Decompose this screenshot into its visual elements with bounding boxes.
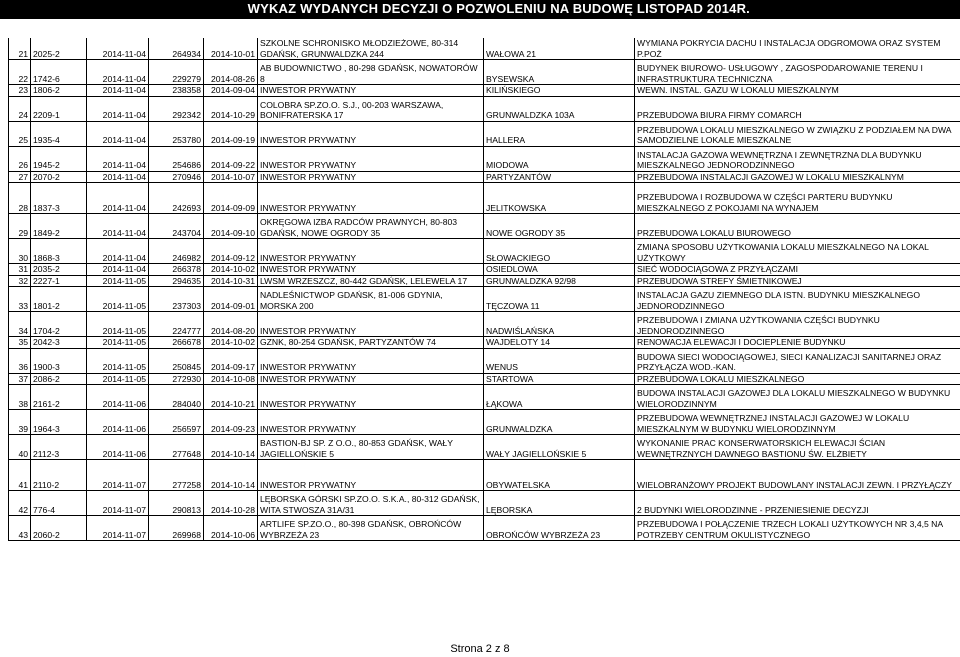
cell-case-number: 2060-2 (31, 516, 87, 541)
cell-address: OSIEDLOWA (484, 264, 635, 276)
table-row (9, 38, 960, 60)
cell-case-number: 1742-6 (31, 60, 87, 85)
cell-application-date: 2014-10-08 (204, 373, 258, 385)
cell-decision-number: 277258 (149, 460, 204, 491)
cell-application-date: 2014-10-07 (204, 171, 258, 183)
cell-address: WENUS (484, 348, 635, 373)
cell-application-date: 2014-10-06 (204, 516, 258, 541)
cell-application-date: 2014-09-04 (204, 85, 258, 97)
table-row (9, 96, 960, 121)
cell-investor: INWESTOR PRYWATNY (258, 85, 484, 97)
cell-decision-number: 224777 (149, 312, 204, 337)
cell-decision-number: 272930 (149, 373, 204, 385)
cell-issue-date: 2014-11-04 (87, 183, 149, 214)
cell-description: SIEĆ WODOCIĄGOWA Z PRZYŁĄCZAMI (635, 264, 960, 276)
table-row (9, 435, 960, 460)
cell-investor: INWESTOR PRYWATNY (258, 373, 484, 385)
cell-decision-number: 270946 (149, 171, 204, 183)
page-number: Strona 2 z 8 (450, 643, 510, 655)
cell-lp: 24 (9, 96, 31, 121)
cell-issue-date: 2014-11-06 (87, 410, 149, 435)
cell-decision-number: 242693 (149, 183, 204, 214)
cell-description: PRZEBUDOWA LOKALU BIUROWEGO (635, 214, 960, 239)
cell-decision-number: 243704 (149, 214, 204, 239)
cell-investor: INWESTOR PRYWATNY (258, 264, 484, 276)
cell-issue-date: 2014-11-04 (87, 121, 149, 146)
cell-case-number: 2227-1 (31, 275, 87, 287)
cell-address: HALLERA (484, 121, 635, 146)
table-row (9, 60, 960, 85)
cell-lp: 25 (9, 121, 31, 146)
cell-issue-date: 2014-11-04 (87, 239, 149, 264)
cell-application-date: 2014-09-10 (204, 214, 258, 239)
table-body (9, 38, 960, 541)
cell-application-date: 2014-09-17 (204, 348, 258, 373)
cell-decision-number: 290813 (149, 491, 204, 516)
cell-decision-number: 238358 (149, 85, 204, 97)
table-row (9, 287, 960, 312)
cell-lp: 38 (9, 385, 31, 410)
cell-application-date: 2014-09-19 (204, 121, 258, 146)
cell-address: WAŁY JAGIELLOŃSKIE 5 (484, 435, 635, 460)
cell-case-number: 2161-2 (31, 385, 87, 410)
cell-lp: 23 (9, 85, 31, 97)
cell-case-number: 2112-3 (31, 435, 87, 460)
cell-description: PRZEBUDOWA LOKALU MIESZKALNEGO (635, 373, 960, 385)
cell-application-date: 2014-08-26 (204, 60, 258, 85)
cell-application-date: 2014-10-28 (204, 491, 258, 516)
cell-application-date: 2014-09-12 (204, 239, 258, 264)
table-row (9, 337, 960, 349)
cell-lp: 42 (9, 491, 31, 516)
cell-decision-number: 254686 (149, 146, 204, 171)
cell-case-number: 1849-2 (31, 214, 87, 239)
cell-issue-date: 2014-11-04 (87, 214, 149, 239)
cell-case-number: 776-4 (31, 491, 87, 516)
cell-issue-date: 2014-11-05 (87, 275, 149, 287)
table-row (9, 385, 960, 410)
cell-description: WYKONANIE PRAC KONSERWATORSKICH ELEWACJI ŚCIAN WEWNĘTRZNYCH DAWNEGO BASTIONU ŚW. ELŻBIETY (635, 435, 960, 460)
cell-application-date: 2014-08-20 (204, 312, 258, 337)
cell-lp: 35 (9, 337, 31, 349)
cell-investor: INWESTOR PRYWATNY (258, 239, 484, 264)
cell-case-number: 2110-2 (31, 460, 87, 491)
cell-address: NOWE OGRODY 35 (484, 214, 635, 239)
cell-investor: INWESTOR PRYWATNY (258, 183, 484, 214)
cell-description: ZMIANA SPOSOBU UŻYTKOWANIA LOKALU MIESZKALNEGO NA LOKAL UŻYTKOWY (635, 239, 960, 264)
cell-investor: INWESTOR PRYWATNY (258, 410, 484, 435)
cell-investor: INWESTOR PRYWATNY (258, 171, 484, 183)
cell-address: STARTOWA (484, 373, 635, 385)
cell-application-date: 2014-10-21 (204, 385, 258, 410)
cell-case-number: 1806-2 (31, 85, 87, 97)
cell-description: PRZEBUDOWA I ZMIANA UŻYTKOWANIA CZĘŚCI BUDYNKU JEDNORODZINNEGO (635, 312, 960, 337)
cell-investor: SZKOLNE SCHRONISKO MŁODZIEŻOWE, 80-314 GDAŃSK, GRUNWALDZKA 244 (258, 38, 484, 60)
cell-decision-number: 277648 (149, 435, 204, 460)
cell-address: SŁOWACKIEGO (484, 239, 635, 264)
cell-address: GRUNWALDZKA 103A (484, 96, 635, 121)
table-row (9, 410, 960, 435)
cell-issue-date: 2014-11-04 (87, 264, 149, 276)
cell-application-date: 2014-10-01 (204, 38, 258, 60)
cell-application-date: 2014-10-02 (204, 337, 258, 349)
cell-lp: 39 (9, 410, 31, 435)
cell-decision-number: 256597 (149, 410, 204, 435)
cell-issue-date: 2014-11-04 (87, 60, 149, 85)
cell-lp: 22 (9, 60, 31, 85)
cell-description: PRZEBUDOWA I ROZBUDOWA W CZĘŚCI PARTERU BUDYNKU MIESZKALNEGO Z POKOJAMI NA WYNAJEM (635, 183, 960, 214)
cell-lp: 32 (9, 275, 31, 287)
cell-application-date: 2014-10-29 (204, 96, 258, 121)
cell-description: PRZEBUDOWA WEWNĘTRZNEJ INSTALACJI GAZOWEJ W LOKALU MIESZKALNYM W BUDYNKU WIELORODZINNYM (635, 410, 960, 435)
cell-investor: LĘBORSKA GÓRSKI SP.ZO.O. S.K.A., 80-312 GDAŃSK, WITA STWOSZA 31A/31 (258, 491, 484, 516)
table-row (9, 373, 960, 385)
cell-description: BUDOWA SIECI WODOCIĄGOWEJ, SIECI KANALIZACJI SANITARNEJ ORAZ PRZYŁĄCZA WOD.-KAN. (635, 348, 960, 373)
cell-address: GRUNWALDZKA (484, 410, 635, 435)
title-bar (0, 0, 960, 19)
cell-decision-number: 229279 (149, 60, 204, 85)
cell-investor: GZNK, 80-254 GDAŃSK, PARTYZANTÓW 74 (258, 337, 484, 349)
cell-investor: INWESTOR PRYWATNY (258, 121, 484, 146)
cell-address: TĘCZOWA 11 (484, 287, 635, 312)
cell-case-number: 1935-4 (31, 121, 87, 146)
cell-investor: ARTLIFE SP.ZO.O., 80-398 GDAŃSK, OBROŃCÓW WYBRZEŻA 23 (258, 516, 484, 541)
cell-decision-number: 237303 (149, 287, 204, 312)
table-row (9, 264, 960, 276)
cell-issue-date: 2014-11-05 (87, 287, 149, 312)
cell-lp: 33 (9, 287, 31, 312)
cell-lp: 31 (9, 264, 31, 276)
cell-investor: INWESTOR PRYWATNY (258, 348, 484, 373)
cell-application-date: 2014-10-14 (204, 435, 258, 460)
cell-description: WEWN. INSTAL. GAZU W LOKALU MIESZKALNYM (635, 85, 960, 97)
cell-address: KILIŃSKIEGO (484, 85, 635, 97)
cell-lp: 27 (9, 171, 31, 183)
cell-decision-number: 269968 (149, 516, 204, 541)
table-row (9, 312, 960, 337)
cell-decision-number: 264934 (149, 38, 204, 60)
cell-address: PARTYZANTÓW (484, 171, 635, 183)
cell-application-date: 2014-10-02 (204, 264, 258, 276)
cell-description: INSTALACJA GAZU ZIEMNEGO DLA ISTN. BUDYNKU MIESZKALNEGO JEDNORODZINNEGO (635, 287, 960, 312)
cell-issue-date: 2014-11-05 (87, 348, 149, 373)
table-row (9, 121, 960, 146)
cell-address: ŁĄKOWA (484, 385, 635, 410)
cell-case-number: 1868-3 (31, 239, 87, 264)
table-row (9, 348, 960, 373)
cell-investor: INWESTOR PRYWATNY (258, 146, 484, 171)
table-row (9, 183, 960, 214)
cell-case-number: 1801-2 (31, 287, 87, 312)
cell-application-date: 2014-09-09 (204, 183, 258, 214)
cell-case-number: 2042-3 (31, 337, 87, 349)
cell-decision-number: 266378 (149, 264, 204, 276)
cell-description: PRZEBUDOWA STREFY ŚMIETNIKOWEJ (635, 275, 960, 287)
cell-case-number: 1900-3 (31, 348, 87, 373)
cell-application-date: 2014-10-14 (204, 460, 258, 491)
cell-address: OBROŃCÓW WYBRZEŻA 23 (484, 516, 635, 541)
cell-investor: INWESTOR PRYWATNY (258, 312, 484, 337)
cell-lp: 43 (9, 516, 31, 541)
cell-address: NADWIŚLAŃSKA (484, 312, 635, 337)
cell-address: LĘBORSKA (484, 491, 635, 516)
cell-issue-date: 2014-11-04 (87, 96, 149, 121)
cell-lp: 41 (9, 460, 31, 491)
table-row (9, 171, 960, 183)
cell-description: PRZEBUDOWA I POŁĄCZENIE TRZECH LOKALI UŻYTKOWYCH NR 3,4,5 NA POTRZEBY CENTRUM OKULISTYCZNEGO (635, 516, 960, 541)
cell-description: PRZEBUDOWA BIURA FIRMY COMARCH (635, 96, 960, 121)
cell-case-number: 1704-2 (31, 312, 87, 337)
cell-application-date: 2014-09-01 (204, 287, 258, 312)
cell-case-number: 2035-2 (31, 264, 87, 276)
cell-address: BYSEWSKA (484, 60, 635, 85)
cell-investor: INWESTOR PRYWATNY (258, 460, 484, 491)
cell-investor: LWSM WRZESZCZ, 80-442 GDAŃSK, LELEWELA 17 (258, 275, 484, 287)
cell-lp: 21 (9, 38, 31, 60)
cell-issue-date: 2014-11-06 (87, 385, 149, 410)
cell-issue-date: 2014-11-05 (87, 373, 149, 385)
cell-address: GRUNWALDZKA 92/98 (484, 275, 635, 287)
table-row (9, 516, 960, 541)
cell-lp: 28 (9, 183, 31, 214)
cell-decision-number: 253780 (149, 121, 204, 146)
cell-lp: 29 (9, 214, 31, 239)
cell-case-number: 1837-3 (31, 183, 87, 214)
cell-decision-number: 250845 (149, 348, 204, 373)
cell-investor: INWESTOR PRYWATNY (258, 385, 484, 410)
cell-case-number: 2086-2 (31, 373, 87, 385)
cell-issue-date: 2014-11-04 (87, 38, 149, 60)
cell-issue-date: 2014-11-04 (87, 85, 149, 97)
cell-description: WYMIANA POKRYCIA DACHU I INSTALACJA ODGROMOWA ORAZ SYSTEM P.POŻ (635, 38, 960, 60)
cell-address: OBYWATELSKA (484, 460, 635, 491)
cell-description: PRZEBUDOWA LOKALU MIESZKALNEGO W ZWIĄZKU Z PODZIAŁEM NA DWA SAMODZIELNE LOKALE MIESZKALNE (635, 121, 960, 146)
cell-application-date: 2014-10-31 (204, 275, 258, 287)
cell-investor: AB BUDOWNICTWO , 80-298 GDAŃSK, NOWATORÓW 8 (258, 60, 484, 85)
cell-issue-date: 2014-11-07 (87, 491, 149, 516)
cell-issue-date: 2014-11-04 (87, 146, 149, 171)
cell-case-number: 1945-2 (31, 146, 87, 171)
cell-lp: 40 (9, 435, 31, 460)
cell-description: INSTALACJA GAZOWA WEWNĘTRZNA I ZEWNĘTRZNA DLA BUDYNKU MIESZKALNEGO JEDNORODZINNEGO (635, 146, 960, 171)
cell-case-number: 2209-1 (31, 96, 87, 121)
cell-lp: 26 (9, 146, 31, 171)
cell-decision-number: 284040 (149, 385, 204, 410)
cell-issue-date: 2014-11-05 (87, 337, 149, 349)
table-row (9, 239, 960, 264)
cell-case-number: 1964-3 (31, 410, 87, 435)
cell-decision-number: 292342 (149, 96, 204, 121)
cell-application-date: 2014-09-22 (204, 146, 258, 171)
table-row (9, 460, 960, 491)
cell-lp: 30 (9, 239, 31, 264)
cell-description: 2 BUDYNKI WIELORODZINNE - PRZENIESIENIE DECYZJI (635, 491, 960, 516)
cell-description: PRZEBUDOWA INSTALACJI GAZOWEJ W LOKALU MIESZKALNYM (635, 171, 960, 183)
cell-investor: NADLEŚNICTWOP GDAŃSK, 81-006 GDYNIA, MORSKA 200 (258, 287, 484, 312)
cell-lp: 37 (9, 373, 31, 385)
table-row (9, 146, 960, 171)
table-row (9, 491, 960, 516)
cell-case-number: 2070-2 (31, 171, 87, 183)
cell-investor: COLOBRA SP.ZO.O. S.J., 00-203 WARSZAWA, BONIFRATERSKA 17 (258, 96, 484, 121)
cell-address: MIODOWA (484, 146, 635, 171)
cell-issue-date: 2014-11-04 (87, 171, 149, 183)
cell-lp: 36 (9, 348, 31, 373)
cell-issue-date: 2014-11-07 (87, 460, 149, 491)
document-title: WYKAZ WYDANYCH DECYZJI O POZWOLENIU NA BUDOWĘ LISTOPAD 2014R. (247, 1, 750, 16)
cell-issue-date: 2014-11-06 (87, 435, 149, 460)
table-row (9, 275, 960, 287)
cell-investor: BASTION-BJ SP. Z O.O., 80-853 GDAŃSK, WAŁY JAGIELLOŃSKIE 5 (258, 435, 484, 460)
cell-issue-date: 2014-11-05 (87, 312, 149, 337)
cell-address: WAJDELOTY 14 (484, 337, 635, 349)
cell-decision-number: 246982 (149, 239, 204, 264)
table-row (9, 214, 960, 239)
cell-description: RENOWACJA ELEWACJI I DOCIEPLENIE BUDYNKU (635, 337, 960, 349)
cell-investor: OKRĘGOWA IZBA RADCÓW PRAWNYCH, 80-803 GDAŃSK, NOWE OGRODY 35 (258, 214, 484, 239)
cell-description: WIELOBRANŻOWY PROJEKT BUDOWLANY INSTALACJI ZEWN. I PRZYŁĄCZY (635, 460, 960, 491)
cell-address: WAŁOWA 21 (484, 38, 635, 60)
cell-address: JELITKOWSKA (484, 183, 635, 214)
cell-description: BUDOWA INSTALACJI GAZOWEJ DLA LOKALU MIESZKALNEGO W BUDYNKU WIELORODZINNYM (635, 385, 960, 410)
cell-application-date: 2014-09-23 (204, 410, 258, 435)
cell-lp: 34 (9, 312, 31, 337)
cell-decision-number: 266678 (149, 337, 204, 349)
table-row (9, 85, 960, 97)
cell-case-number: 2025-2 (31, 38, 87, 60)
cell-description: BUDYNEK BIUROWO- USŁUGOWY , ZAGOSPODAROWANIE TERENU I INFRASTRUKTURA TECHNICZNA (635, 60, 960, 85)
decisions-table (8, 38, 960, 541)
cell-decision-number: 294635 (149, 275, 204, 287)
cell-issue-date: 2014-11-07 (87, 516, 149, 541)
